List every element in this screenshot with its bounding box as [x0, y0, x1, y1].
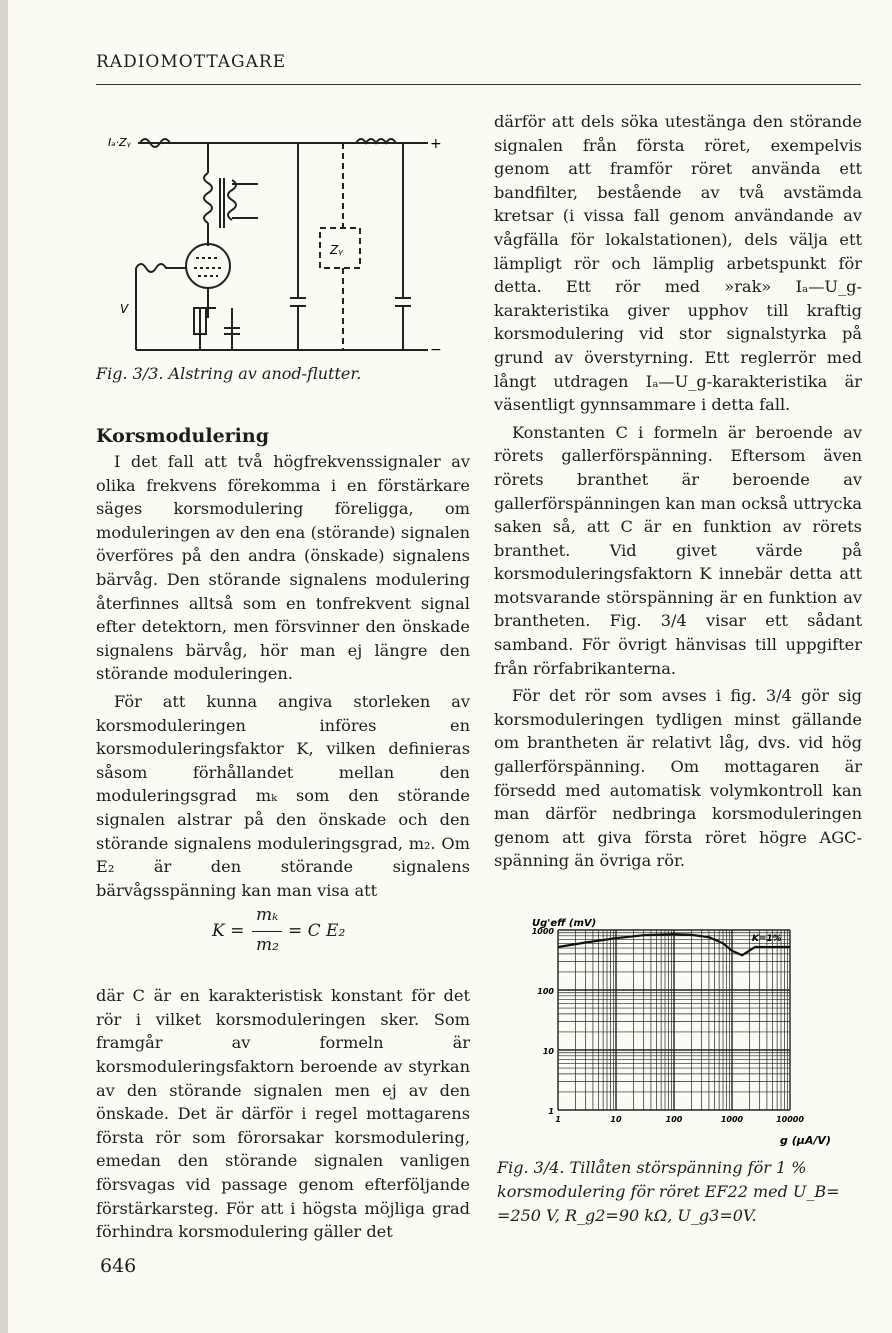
section-title: Korsmodulering [96, 425, 269, 447]
right-capacitor [395, 143, 411, 350]
right-paragraph-2: Konstanten C i formeln är beroende av rörets gallerförspänning. Eftersom även rörets branthet är beroende av gallerförspänningen kan man också uttrycka saken så, att C är en funktion av rörets branthet. Vid givet värde på korsmoduleringsfaktorn K innebär detta att motsvarande störspänning är en funktion av brantheten. Fig. 3/4 visar ett sådant samband. För övrigt hänvisas till uppgifter från rörfabrikanterna. [494, 422, 862, 678]
secondary-leads [232, 184, 258, 218]
y-tick-label: 1 [548, 1107, 554, 1116]
running-header: RADIOMOTTAGARE [96, 52, 287, 72]
page-number: 646 [100, 1255, 137, 1277]
y-tick-label: 100 [537, 987, 554, 996]
minus-label: − [430, 342, 442, 358]
x-axis-label: g (μA/V) [780, 1134, 831, 1147]
header-rule [96, 84, 861, 85]
circuit-diagram [108, 118, 453, 358]
tube-circle [186, 244, 230, 288]
cathode-leads [200, 288, 232, 350]
caption-line-2: korsmodulering för röret EF22 med U_B= [497, 1182, 840, 1201]
transformer-core [220, 178, 224, 228]
x-tick-label: 1000 [720, 1115, 744, 1124]
figure-3-4-caption [497, 1156, 867, 1228]
transformer-primary [204, 173, 212, 223]
formula [212, 905, 412, 961]
series-annotation: K=1% [751, 934, 782, 945]
fraction-bar [252, 931, 282, 932]
caption-line-3: =250 V, R_g2=90 kΩ, U_g3=0V. [497, 1206, 757, 1225]
left-column [96, 450, 470, 1248]
y-tick-label: 10 [542, 1047, 554, 1056]
plus-label: + [430, 136, 442, 152]
transformer-secondary [228, 180, 236, 220]
zy-label: Zᵧ [330, 243, 343, 257]
x-tick-label: 10000 [776, 1115, 804, 1124]
x-tick-label: 100 [665, 1115, 683, 1124]
chart-figure-3-4 [530, 912, 840, 1147]
formula-lhs: K = [212, 921, 245, 941]
right-paragraph-1: därför att dels söka utestänga den störande signalen från första röret, exempelvis genom att framför röret använda ett bandfilter, bestående av två avstämda kretsar (i vissa fall genom användande av vågfälla för lokalstationen), dels välja ett lämpligt rör och lämplig arbetspunkt för detta. Ett rör med »rak» Iₐ—U_g-karakteristika giver upphov till kraftig korsmodulering vid stor signalstyrka på grund av överstyrning. Ett reglerrör med långt utdragen Iₐ—U_g-karakteristika är väsentligt gynnsammare i detta fall. [494, 112, 862, 415]
formula-denominator: m₂ [256, 935, 279, 955]
left-paragraph-2: För att kunna angiva storleken av korsmoduleringen införes en korsmoduleringsfaktor K, vilken definieras såsom förhållandet mellan den moduleringsgrad mₖ som den störande signalen alstrar på den önskade och den störande signalens moduleringsgrad, m₂. Om E₂ är den störande signalens bärvågsspänning kan man visa att [96, 691, 470, 900]
formula-rhs: = C E₂ [288, 921, 346, 941]
caption-line-1: Fig. 3/4. Tillåten störspänning för 1 % [497, 1158, 807, 1177]
source-label: Iₐ·Zᵧ [108, 136, 131, 149]
right-column [494, 110, 862, 877]
y-tick-label: 1000 [531, 927, 554, 936]
page-edge [0, 0, 8, 1333]
right-paragraph-3: För det rör som avses i fig. 3/4 gör sig korsmoduleringen tydligen minst gällande om brantheten är relativt låg, dvs. vid hög gallerförspänning. Om mottagaren är försedd med automatisk volymkontroll kan man därför nedbringa korsmoduleringen genom att giva första röret högre AGC-spänning än övriga rör. [494, 686, 862, 871]
left-paragraph-1: I det fall att två högfrekvenssignaler av olika frekvens förekomma i en förstärkare säges korsmodulering föreligga, om moduleringen av den ena (störande) signalen överföres på den andra (önskade) signalens bärvåg. Den störande signalens modulering återfinnes alltså som en tonfrekvent signal efter detektorn, men försvinner den önskade signalens bärvåg, hör man ej längre den störande moduleringen. [96, 452, 470, 684]
left-paragraph-3: där C är en karakteristisk konstant för det rör i vilket korsmoduleringen sker. Som framgår av formeln är korsmoduleringsfaktorn beroende av styrkan av den störande signalen men ej av den önskade. Det är därför i regel mottagarens första rör som förorsakar korsmodulering, emedan den störande signalen vanligen försvagas vid passage genom efterföljande förstärkarsteg. För att i högsta möjliga grad förhindra korsmodulering gäller det [96, 986, 470, 1242]
input-coil [136, 264, 186, 272]
formula-numerator: mₖ [256, 905, 279, 925]
bypass-capacitor [290, 143, 306, 350]
figure-3-3-caption: Fig. 3/3. Alstring av anod-flutter. [96, 364, 362, 383]
y-axis-label: Ug'eff (mV) [532, 918, 597, 929]
x-tick-label: 10 [610, 1115, 622, 1124]
x-tick-label: 1 [555, 1115, 561, 1124]
tube-grids [194, 258, 222, 276]
v-label: V [120, 302, 129, 316]
